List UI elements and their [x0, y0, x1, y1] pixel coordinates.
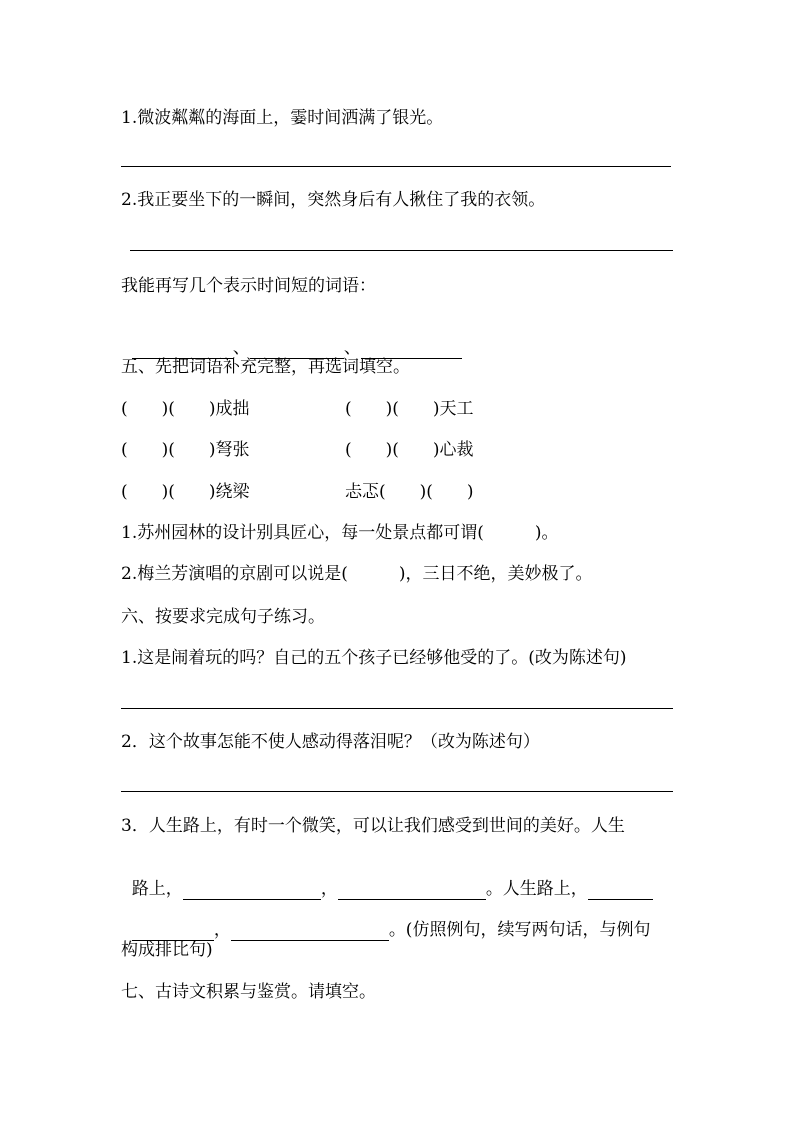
idiom-b2[interactable]: ( )( )心裁 — [345, 440, 474, 460]
question-3-line-3 — [121, 897, 650, 941]
idiom-b1[interactable]: ( )( )弩张 — [121, 440, 250, 460]
question-3-line-1: 3．人生路上，有时一个微笑，可以让我们感受到世间的美好。人生 — [121, 816, 625, 836]
question-3-line-2 — [121, 856, 653, 900]
q3-comma-1: ， — [320, 879, 338, 899]
q3-blank-4[interactable] — [231, 923, 389, 941]
sentence-1: 1.微波粼粼的海面上，霎时间洒满了银光。 — [121, 108, 444, 128]
idiom-a1[interactable]: ( )( )成拙 — [121, 399, 250, 419]
idiom-a2[interactable]: ( )( )天工 — [345, 399, 474, 419]
q3-instruction: 。(仿照例句，续写两句话，与例句 — [388, 920, 651, 940]
question-1: 1.这是闹着玩的吗？自己的五个孩子已经够他受的了。(改为陈述句) — [121, 648, 627, 668]
section-6-title: 六、按要求完成句子练习。 — [121, 607, 325, 627]
answer-line-1[interactable] — [121, 166, 671, 167]
answer-line-2[interactable] — [130, 250, 673, 251]
q3-comma-2: ， — [213, 920, 231, 940]
question-3-line-4: 构成排比句) — [121, 940, 213, 960]
sentence-2: 2.我正要坐下的一瞬间，突然身后有人揪住了我的衣领。 — [121, 190, 546, 210]
section-7-title: 七、古诗文积累与鉴赏。请填空。 — [121, 982, 376, 1002]
q3-mid: 。人生路上， — [485, 879, 588, 899]
question-2: 2．这个故事怎能不使人感动得落泪呢？（改为陈述句） — [121, 732, 540, 752]
idiom-c2[interactable]: 忐忑( )( ) — [345, 482, 474, 502]
separator-1: 、 — [232, 338, 250, 358]
q3-prefix: 路上， — [131, 879, 183, 899]
answer-line-q2[interactable] — [121, 791, 673, 792]
word-blanks-row — [121, 315, 462, 359]
fill-sentence-1: 1.苏州园林的设计别具匠心，每一处景点都可谓( )。 — [121, 523, 559, 543]
section-5-title: 五、先把词语补充完整，再选词填空。 — [121, 357, 410, 377]
more-words-prompt: 我能再写几个表示时间短的词语： — [121, 276, 376, 296]
idiom-c1[interactable]: ( )( )绕梁 — [121, 482, 250, 502]
fill-sentence-2: 2.梅兰芳演唱的京剧可以说是( )，三日不绝，美妙极了。 — [121, 564, 593, 584]
separator-2: 、 — [343, 338, 361, 358]
answer-line-q1[interactable] — [121, 708, 673, 709]
